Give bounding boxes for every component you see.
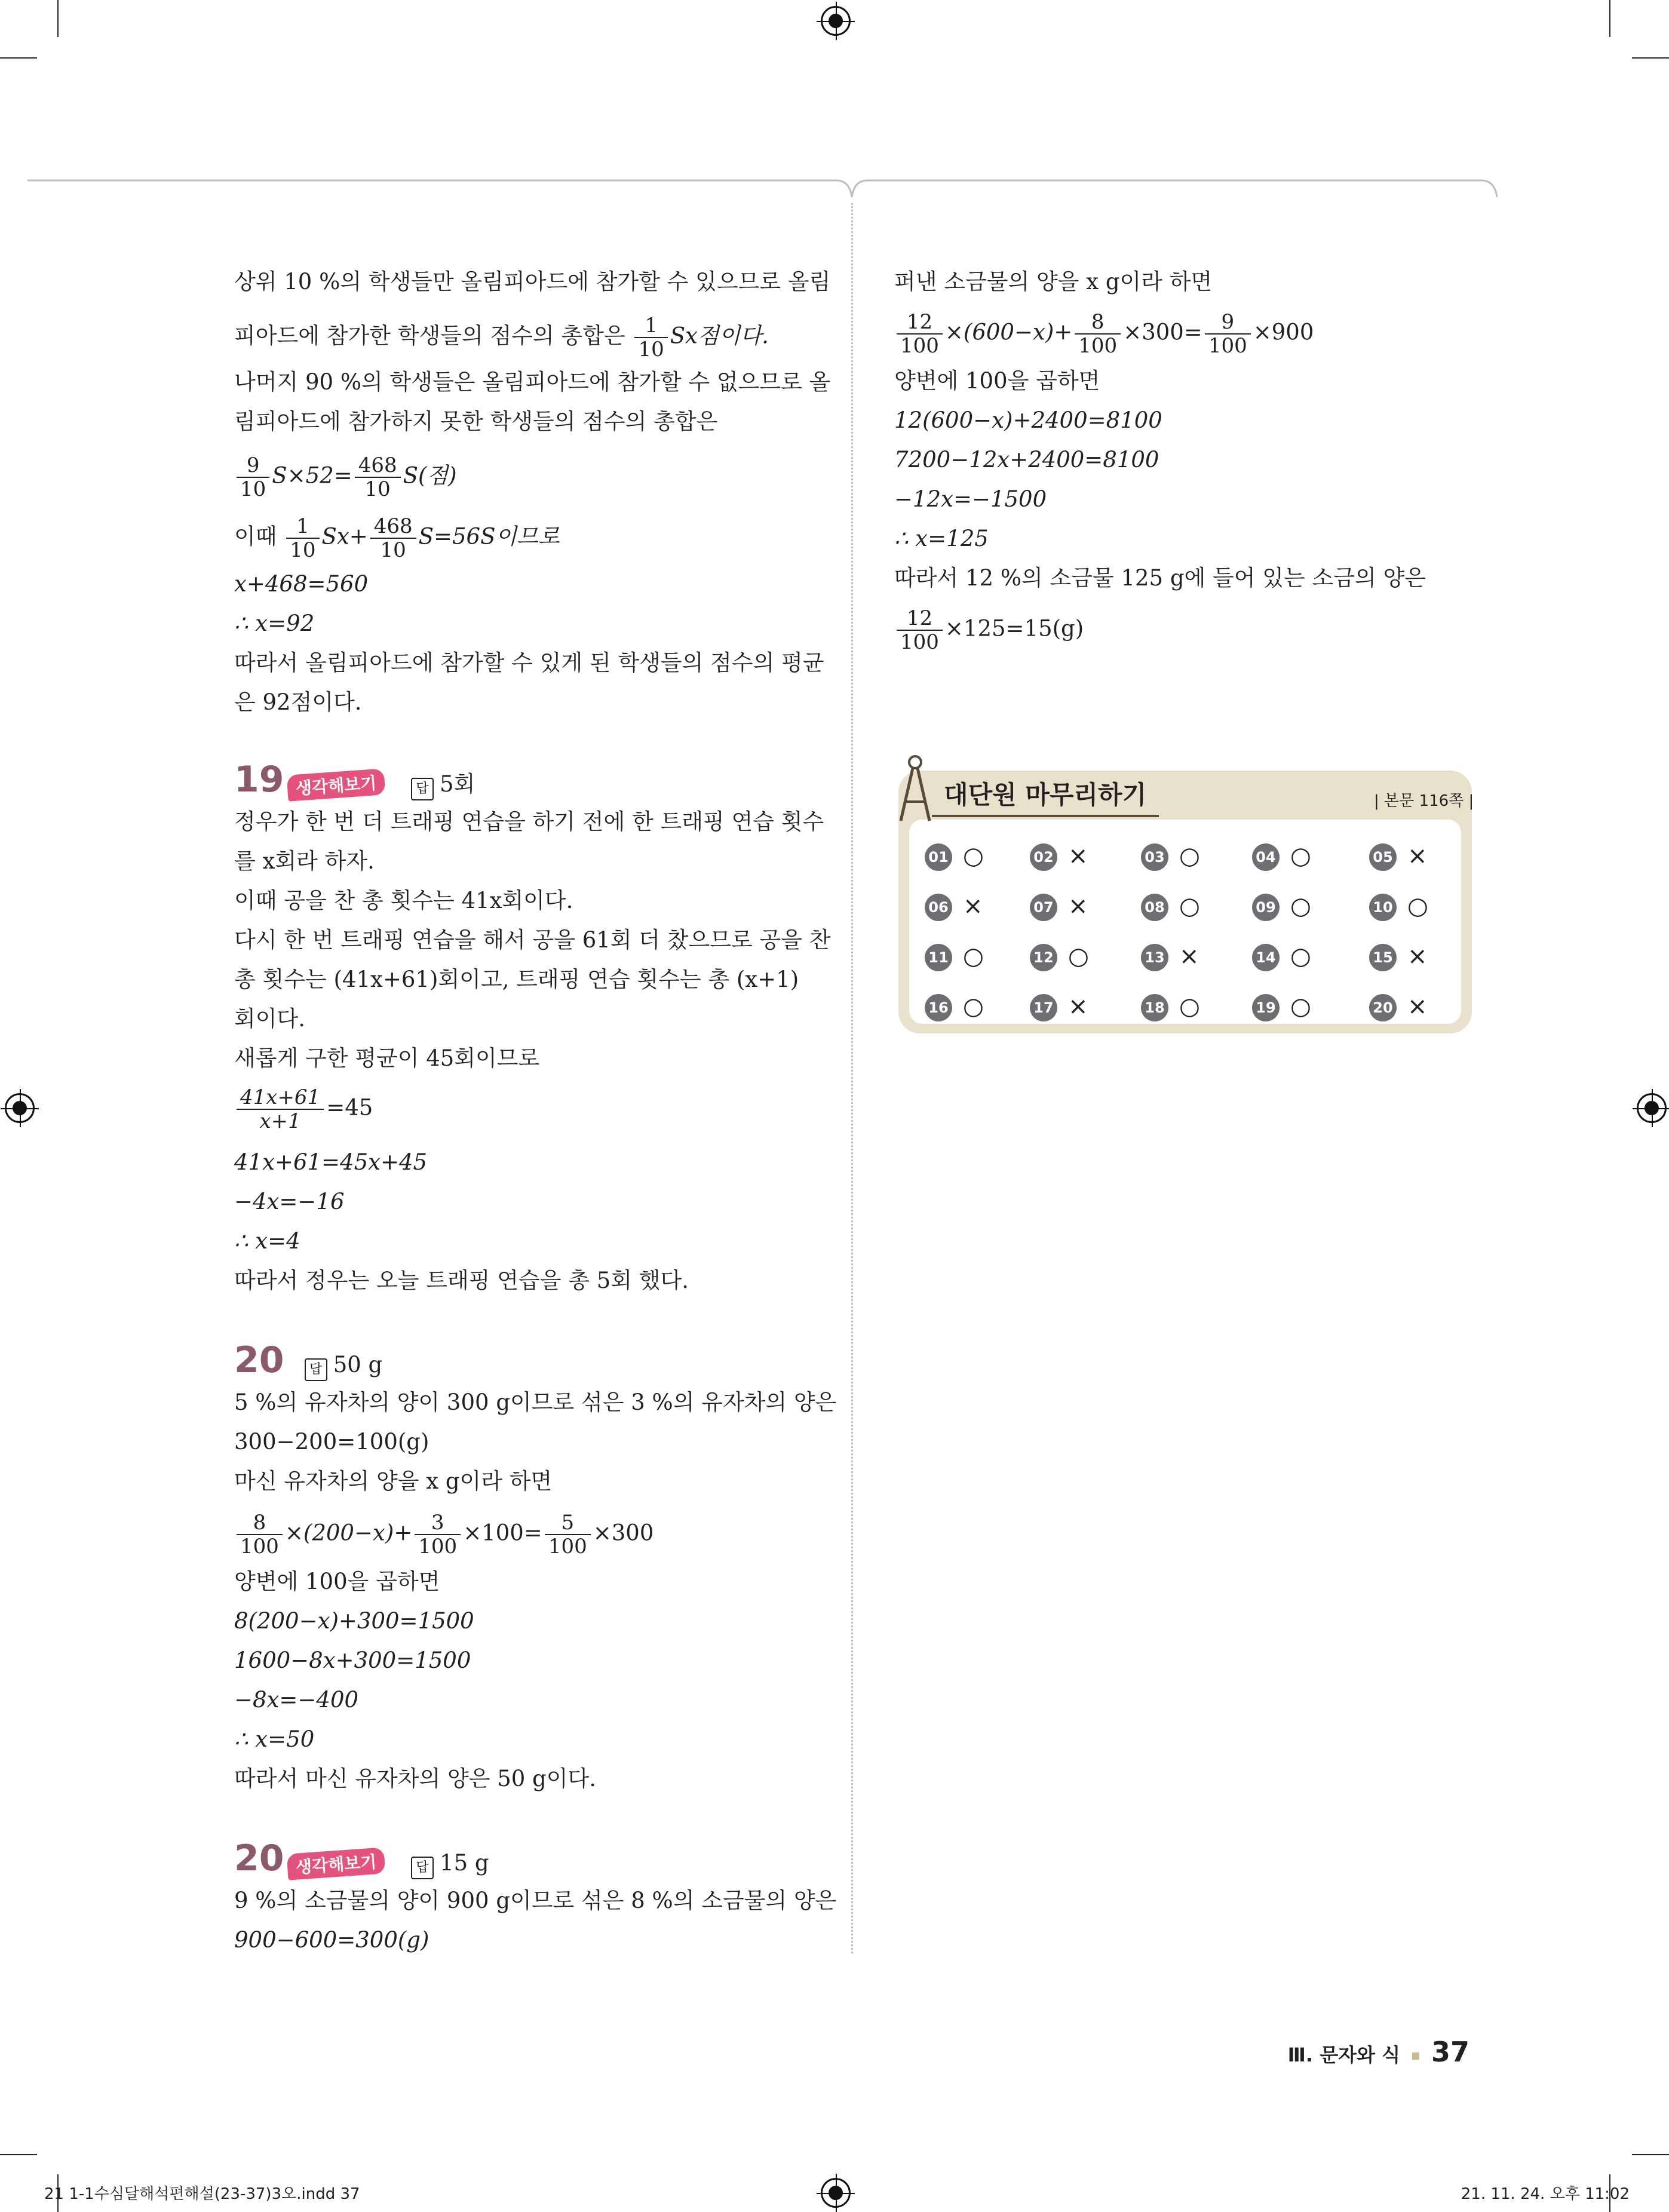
review-item-number: 08 (1141, 894, 1168, 921)
review-item-mark: × (1407, 943, 1428, 970)
review-item-mark: ○ (963, 993, 984, 1020)
p19-rest-3: ∴ x=4 (234, 1228, 300, 1254)
fraction-den: 100 (418, 1535, 458, 1558)
eq-tail: S(점) (403, 462, 457, 489)
fraction-num: 468 (370, 515, 416, 539)
fraction-den: 10 (240, 477, 266, 501)
eq-mid: Sx+ (321, 523, 368, 550)
fraction-den: 10 (638, 338, 664, 361)
crop-mark (57, 0, 59, 37)
review-item (1369, 892, 1428, 921)
registration-mark-top (821, 6, 851, 36)
problem-number: 19 (234, 759, 284, 800)
p18-line-2-tail: Sx점이다. (670, 323, 769, 349)
fraction-num: 8 (237, 1511, 283, 1535)
p20b-line-1: 9 %의 소금물의 양이 900 g이므로 섞은 8 %의 소금물의 양은 (234, 1888, 837, 1913)
p19-line-4: 다시 한 번 트래핑 연습을 해서 공을 61회 더 찼으므로 공을 찬 (234, 927, 831, 953)
p18-eq-2 (234, 515, 560, 562)
p18-rest-3: 따라서 올림피아드에 참가할 수 있게 된 학생들의 점수의 평균 (234, 650, 824, 676)
p18-rest-2: ∴ x=92 (234, 610, 315, 636)
review-item-mark: ○ (1179, 842, 1200, 870)
review-item (1369, 993, 1428, 1021)
p18-line-2 (234, 314, 769, 361)
p19-line-1: 정우가 한 번 더 트래핑 연습을 하기 전에 한 트래핑 연습 횟수 (234, 809, 824, 835)
p19-line-3: 이때 공을 찬 총 횟수는 41x회이다. (234, 888, 573, 913)
review-item (1141, 993, 1200, 1021)
answer-icon: 답 (411, 778, 434, 800)
fraction (1205, 311, 1251, 357)
review-item (1141, 842, 1200, 871)
review-item-mark: × (1179, 943, 1199, 970)
p19-rest-2: −4x=−16 (234, 1189, 345, 1214)
eq-mid: ×(200−x)+ (284, 1520, 413, 1546)
fraction-den: 100 (900, 334, 939, 358)
section-label: Ⅲ. 문자와 식 (1287, 2044, 1400, 2066)
review-item (1141, 943, 1199, 971)
column-divider (851, 203, 853, 1953)
p20-rest-6: 따라서 마신 유자차의 양은 50 g이다. (234, 1766, 596, 1791)
fraction (897, 607, 943, 654)
review-item-mark: ○ (963, 842, 984, 870)
slug-time: 21. 11. 24. 오후 11:02 (1461, 2185, 1630, 2203)
crop-mark (1632, 57, 1669, 59)
p19-rest-1: 41x+61=45x+45 (234, 1149, 428, 1175)
p19-line-6: 회이다. (234, 1006, 305, 1032)
review-item (1369, 943, 1428, 971)
fraction-num: 12 (897, 607, 943, 631)
review-item-number: 01 (925, 843, 952, 871)
p18-line-3: 나머지 90 %의 학생들은 올림피아드에 참가할 수 없으므로 올 (234, 369, 831, 395)
fraction-den: 100 (900, 630, 939, 654)
review-item-number: 17 (1030, 994, 1057, 1021)
p19-line-7: 새롭게 구한 평균이 45회이므로 (234, 1045, 540, 1071)
review-item (1141, 892, 1200, 921)
header-rule (0, 173, 1669, 203)
fraction-num: 1 (634, 314, 667, 338)
fraction-num: 8 (1075, 311, 1121, 335)
fraction (1075, 311, 1121, 357)
review-item (925, 892, 983, 921)
review-item (1030, 842, 1088, 871)
fraction-den: 100 (548, 1535, 587, 1558)
crop-mark (1609, 0, 1610, 37)
fraction-num: 41x+61 (237, 1086, 324, 1110)
p20-rest-4: −8x=−400 (234, 1687, 359, 1713)
right-line-4: −12x=−1500 (894, 486, 1047, 512)
review-item (1252, 993, 1311, 1021)
fraction-den: 10 (364, 477, 391, 501)
p20-rest-2: 8(200−x)+300=1500 (234, 1608, 474, 1634)
fraction-den: 10 (380, 538, 406, 562)
review-item (1252, 892, 1311, 921)
review-item (925, 842, 984, 871)
registration-mark-bottom (821, 2178, 851, 2208)
eq-tail: ×125=15(g) (944, 615, 1084, 642)
review-item-mark: ○ (1407, 892, 1428, 920)
p18-rest-4: 은 92점이다. (234, 689, 362, 715)
fraction-den: x+1 (259, 1109, 301, 1133)
review-item-number: 20 (1369, 994, 1397, 1021)
review-item-mark: × (963, 892, 983, 920)
review-item-mark: ○ (963, 943, 984, 970)
review-item (1252, 842, 1311, 871)
fraction (634, 314, 667, 361)
eq-head: 이때 (234, 523, 277, 550)
review-item-number: 12 (1030, 944, 1057, 971)
fraction (237, 1086, 324, 1133)
review-item-number: 03 (1141, 843, 1168, 871)
answer-value: 5회 (440, 771, 475, 797)
eq-tail: ×300 (593, 1520, 654, 1546)
review-item-mark: ○ (1290, 993, 1311, 1020)
review-item (1252, 943, 1311, 971)
p20-rest-5: ∴ x=50 (234, 1726, 315, 1752)
p20-rest-3: 1600−8x+300=1500 (234, 1648, 471, 1673)
think-badge: 생각해보기 (286, 1847, 385, 1880)
review-page-ref: | 본문 116쪽 | (1374, 792, 1474, 810)
review-item (1030, 943, 1089, 971)
answer-icon: 답 (411, 1857, 434, 1879)
review-item (1030, 892, 1088, 921)
fraction (286, 515, 319, 562)
p18-line-4: 림피아드에 참가하지 못한 학생들의 점수의 총합은 (234, 409, 718, 434)
review-item-number: 09 (1252, 894, 1280, 921)
p18-line-1: 상위 10 %의 학생들만 올림피아드에 참가할 수 있으므로 올림 (234, 269, 831, 294)
fraction-num: 9 (1205, 311, 1251, 335)
review-item-number: 15 (1369, 944, 1397, 971)
p19-line-5: 총 횟수는 (41x+61)회이고, 트래핑 연습 횟수는 총 (x+1) (234, 967, 799, 992)
right-line-2: 12(600−x)+2400=8100 (894, 407, 1162, 433)
answer-value: 15 g (440, 1850, 489, 1876)
review-title-underline (932, 815, 1159, 817)
p20-line-2: 300−200=100(g) (234, 1429, 429, 1455)
p20-rest-1: 양변에 100을 곱하면 (234, 1569, 440, 1594)
fraction (237, 454, 269, 501)
right-line-6: 따라서 12 %의 소금물 125 g에 들어 있는 소금의 양은 (894, 565, 1426, 591)
review-item-number: 14 (1252, 944, 1280, 971)
review-item-mark: ○ (1290, 943, 1311, 970)
answer-icon: 답 (305, 1358, 327, 1381)
fraction-num: 3 (415, 1511, 461, 1535)
fraction-num: 1 (286, 515, 319, 539)
review-item-mark: ○ (1179, 892, 1200, 920)
review-item-number: 11 (925, 944, 952, 971)
review-item-number: 02 (1030, 843, 1057, 871)
review-item-number: 18 (1141, 994, 1168, 1021)
fraction-num: 468 (355, 454, 401, 478)
eq-mid: ×100= (463, 1520, 542, 1546)
fraction (545, 1511, 591, 1558)
fraction-den: 10 (290, 538, 316, 562)
fraction (370, 515, 416, 562)
fraction-den: 100 (1208, 334, 1247, 358)
problem-number: 20 (234, 1837, 284, 1879)
p18-eq-1 (234, 454, 457, 501)
review-item (925, 993, 984, 1021)
fraction-num: 9 (237, 454, 269, 478)
eq-tail: S=56S이므로 (418, 523, 560, 550)
registration-mark-left (5, 1093, 35, 1123)
right-intro: 퍼낸 소금물의 양을 x g이라 하면 (894, 269, 1213, 294)
page-number: 37 (1431, 2036, 1469, 2068)
review-item (925, 943, 984, 971)
fraction (355, 454, 401, 501)
eq-tail: =45 (326, 1094, 373, 1121)
review-item-number: 04 (1252, 843, 1280, 871)
p20b-line-2: 900−600=300(g) (234, 1927, 429, 1953)
compass-icon (896, 754, 934, 826)
review-title: 대단원 마무리하기 (944, 780, 1147, 809)
p19-line-2: 를 x회라 하자. (234, 848, 375, 874)
review-item-number: 05 (1369, 843, 1397, 871)
right-eq-2 (894, 607, 1084, 654)
p20-header (234, 1339, 382, 1385)
review-item-mark: × (1407, 842, 1428, 870)
crop-mark (1632, 2154, 1669, 2155)
review-item-mark: × (1068, 892, 1088, 920)
slug-file: 21 1-1수심달해석편해설(23-37)3오.indd 37 (44, 2185, 360, 2203)
page-footer (1288, 2036, 1469, 2068)
review-item-number: 13 (1141, 944, 1168, 971)
review-item-mark: × (1068, 842, 1088, 870)
right-line-1: 양변에 100을 곱하면 (894, 368, 1100, 394)
answer-value: 50 g (333, 1352, 383, 1377)
p19-frac-eq (234, 1086, 373, 1133)
p20-line-3: 마신 유자차의 양을 x g이라 하면 (234, 1468, 553, 1494)
crop-mark (0, 2154, 37, 2155)
eq-mid: ×300= (1123, 319, 1202, 345)
p20-line-1: 5 %의 유자차의 양이 300 g이므로 섞은 3 %의 유자차의 양은 (234, 1389, 837, 1415)
fraction-num: 5 (545, 1511, 591, 1535)
review-item-mark: × (1068, 993, 1088, 1020)
footer-square-icon (1412, 2053, 1419, 2060)
fraction (415, 1511, 461, 1558)
right-line-3: 7200−12x+2400=8100 (894, 447, 1159, 473)
review-item-mark: ○ (1290, 892, 1311, 920)
crop-mark (0, 57, 37, 59)
review-item (1369, 842, 1428, 871)
registration-mark-right (1637, 1093, 1667, 1123)
review-item (1030, 993, 1088, 1021)
right-line-5: ∴ x=125 (894, 526, 989, 551)
eq-tail: ×900 (1253, 319, 1314, 345)
fraction (897, 311, 943, 357)
problem-number: 20 (234, 1339, 284, 1381)
review-item-number: 06 (925, 894, 952, 921)
eq-mid: S×52= (272, 462, 352, 489)
fraction (237, 1511, 283, 1558)
right-eq-1 (894, 311, 1314, 357)
p19-header (234, 759, 475, 804)
review-item-mark: ○ (1068, 943, 1089, 970)
p18-rest-1: x+468=560 (234, 571, 369, 597)
review-item-mark: ○ (1290, 842, 1311, 870)
think-badge: 생각해보기 (286, 768, 385, 801)
fraction-den: 100 (1078, 334, 1118, 358)
review-item-number: 10 (1369, 894, 1397, 921)
review-item-number: 07 (1030, 894, 1057, 921)
p20b-header (234, 1837, 489, 1883)
review-item-number: 16 (925, 994, 952, 1021)
p18-line-2-text: 피아드에 참가한 학생들의 점수의 총합은 (234, 323, 625, 349)
review-item-mark: × (1407, 993, 1428, 1020)
fraction-den: 100 (240, 1535, 279, 1558)
fraction-num: 12 (897, 311, 943, 335)
review-item-number: 19 (1252, 994, 1280, 1021)
p20-eq (234, 1511, 654, 1558)
eq-mid: ×(600−x)+ (944, 319, 1073, 345)
p19-rest-4: 따라서 정우는 오늘 트래핑 연습을 총 5회 했다. (234, 1268, 689, 1293)
review-item-mark: ○ (1179, 993, 1200, 1020)
